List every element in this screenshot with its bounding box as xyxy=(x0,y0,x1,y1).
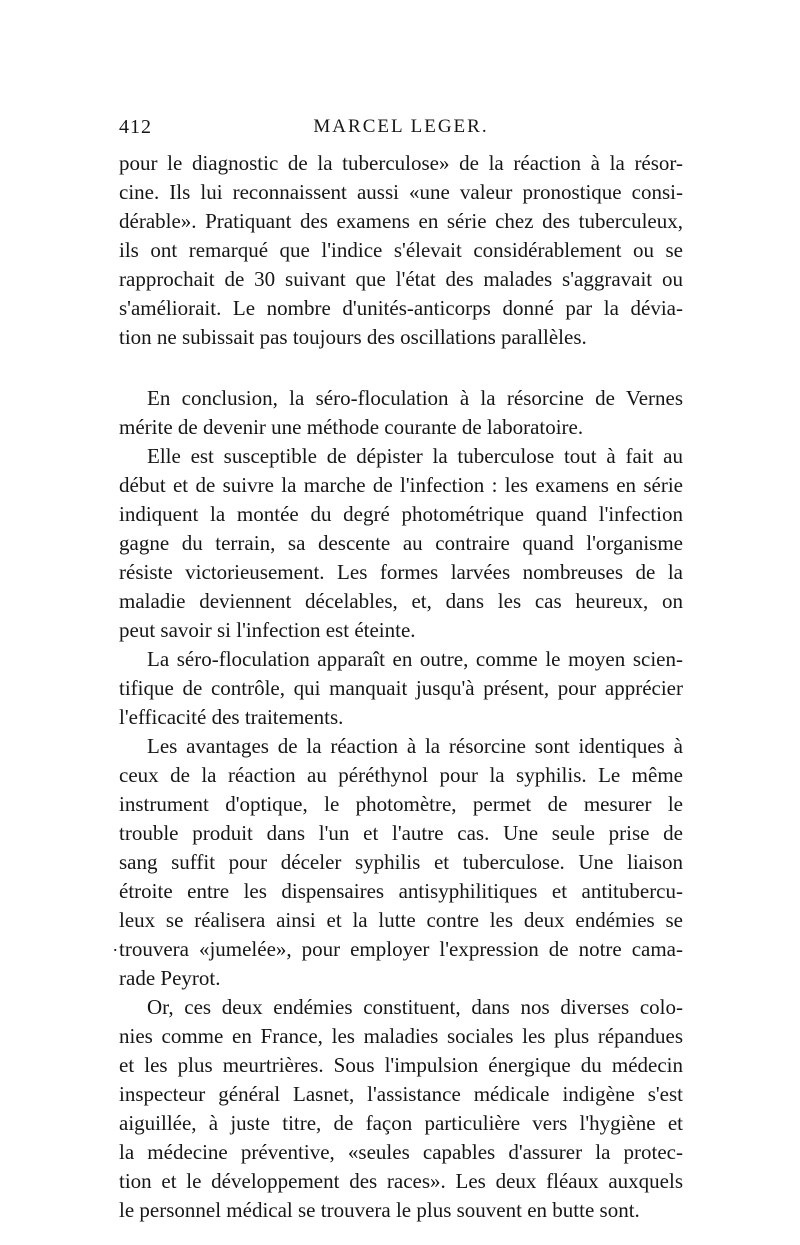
text-line: Elle est susceptible de dépister la tuberculose tout à fait au xyxy=(147,444,683,468)
text-line: trouble produit dans l'un et l'autre cas. Une seule prise de xyxy=(119,821,683,845)
text-line: indiquent la montée du degré photométrique quand l'infection xyxy=(119,502,683,526)
body-text xyxy=(119,149,683,1225)
margin-mark: . xyxy=(113,935,118,955)
text-line: s'améliorait. Le nombre d'unités-anticorps donné par la dévia- xyxy=(119,296,683,320)
text-line: instrument d'optique, le photomètre, permet de mesurer le xyxy=(119,792,683,816)
text-line: tion ne subissait pas toujours des oscillations parallèles. xyxy=(119,325,587,349)
text-line: résiste victorieusement. Les formes larvées nombreuses de la xyxy=(119,560,683,584)
text-line: début et de suivre la marche de l'infection : les examens en série xyxy=(119,473,683,497)
text-line: la médecine préventive, «seules capables d'assurer la protec- xyxy=(119,1140,683,1164)
text-line: cine. Ils lui reconnaissent aussi «une valeur pronostique consi- xyxy=(119,180,683,204)
page-number: 412 xyxy=(119,116,152,138)
paragraph xyxy=(119,442,683,645)
paragraph xyxy=(119,732,683,993)
text-line: mérite de devenir une méthode courante de laboratoire. xyxy=(119,415,584,439)
page-header xyxy=(119,116,683,146)
text-line: et les plus meurtrières. Sous l'impulsion énergique du médecin xyxy=(119,1053,683,1077)
paragraph xyxy=(119,645,683,732)
text-line: dérable». Pratiquant des examens en série chez des tuberculeux, xyxy=(119,209,683,233)
paragraph-gap xyxy=(119,352,683,384)
text-line: l'efficacité des traitements. xyxy=(119,705,344,729)
text-line: ils ont remarqué que l'indice s'élevait considérablement ou se xyxy=(119,238,683,262)
text-line: aiguillée, à juste titre, de façon particulière vers l'hygiène et xyxy=(119,1111,683,1135)
text-line: ceux de la réaction au péréthynol pour la syphilis. Le même xyxy=(119,763,683,787)
text-line: inspecteur général Lasnet, l'assistance médicale indigène s'est xyxy=(119,1082,683,1106)
text-line: étroite entre les dispensaires antisyphilitiques et antitubercu- xyxy=(119,879,683,903)
text-line: pour le diagnostic de la tuberculose» de la réaction à la résor- xyxy=(119,151,683,175)
text-line: maladie deviennent décelables, et, dans les cas heureux, on xyxy=(119,589,683,613)
text-line: sang suffit pour déceler syphilis et tuberculose. Une liaison xyxy=(119,850,683,874)
text-line: rade Peyrot. xyxy=(119,966,221,990)
text-line: Or, ces deux endémies constituent, dans nos diverses colo- xyxy=(147,995,683,1019)
text-line: La séro-floculation apparaît en outre, comme le moyen scien- xyxy=(147,647,683,671)
text-line: nies comme en France, les maladies sociales les plus répandues xyxy=(119,1024,683,1048)
paragraph xyxy=(119,993,683,1225)
text-line: tifique de contrôle, qui manquait jusqu'à présent, pour apprécier xyxy=(119,676,683,700)
text-line: le personnel médical se trouvera le plus souvent en butte sont. xyxy=(119,1198,640,1222)
paragraph xyxy=(119,384,683,442)
text-line: En conclusion, la séro-floculation à la résorcine de Vernes xyxy=(147,386,683,410)
running-title: MARCEL LEGER. xyxy=(313,116,489,137)
text-line: trouvera «jumelée», pour employer l'expression de notre cama- xyxy=(119,937,683,961)
paragraph xyxy=(119,149,683,352)
text-line: leux se réalisera ainsi et la lutte contre les deux endémies se xyxy=(119,908,683,932)
text-line: rapprochait de 30 suivant que l'état des malades s'aggravait ou xyxy=(119,267,683,291)
text-line: Les avantages de la réaction à la résorcine sont identiques à xyxy=(147,734,683,758)
text-line: peut savoir si l'infection est éteinte. xyxy=(119,618,416,642)
text-line: tion et le développement des races». Les deux fléaux auxquels xyxy=(119,1169,683,1193)
text-line: gagne du terrain, sa descente au contraire quand l'organisme xyxy=(119,531,683,555)
